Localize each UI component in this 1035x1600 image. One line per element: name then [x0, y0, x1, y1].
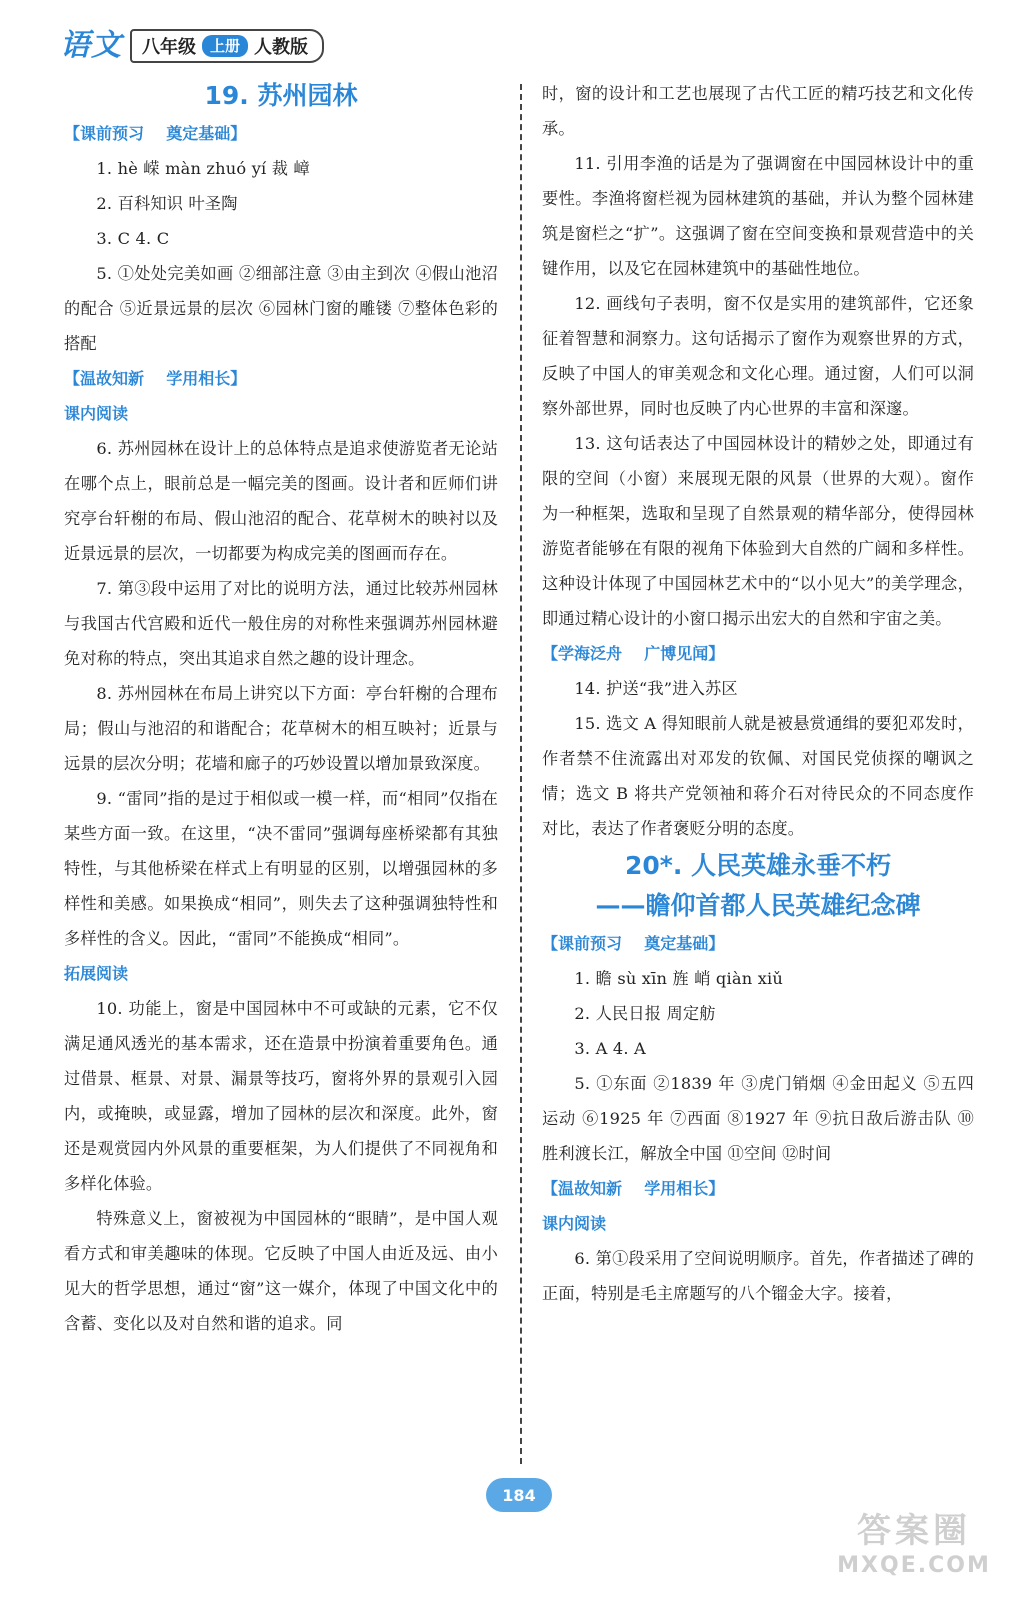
column-divider [520, 84, 522, 1464]
answer-3-4: 3. A 4. A [574, 1039, 646, 1058]
header [60, 26, 324, 66]
grade-label: 八年级 [142, 37, 196, 58]
book-info [130, 29, 324, 63]
answer-13: 13. 这句话表达了中国园林设计的精妙之处，即通过有限的空间（小窗）来展现无限的风景（世界的大观）。窗作为一种框架，选取和呈现了自然景观的精华部分，使得园林游览者能够在有限的视角下体验到大自然的广阔和多样性。这种设计体现了中国园林艺术中的“以小见大”的美学理念，即通过精心设计的小窗口揭示出宏大的自然和宇宙之美。 [542, 434, 974, 628]
answer-2: 2. 人民日报 周定舫 [574, 1004, 716, 1023]
subsection-heading: 课内阅读 [542, 1214, 607, 1233]
answer-1: 1. 瞻 sù xīn 旌 峭 qiàn xiǔ [574, 969, 784, 988]
answer-10: 10. 功能上，窗是中国园林中不可或缺的元素，它不仅满足通风透光的基本需求，还在造景中扮演着重要角色。通过借景、框景、对景、漏景等技巧，窗将外界的景观引入园内，或掩映，或显露，增加了园林的层次和深度。此外，窗还是观赏园内外风景的重要框架，为人们提供了不同视角和多样化体验。 [64, 999, 498, 1193]
edition-label: 人教版 [254, 37, 309, 58]
lesson-title: 20*. 人民英雄永垂不朽 [624, 851, 892, 880]
watermark-url: MXQE.COM [837, 1553, 991, 1578]
subsection-heading: 课内阅读 [64, 404, 129, 423]
answer-8: 8. 苏州园林在布局上讲究以下方面：亭台轩榭的合理布局；假山与池沼的和谐配合；花草树木的相互映衬；近景与远景的层次分明；花墙和廊子的巧妙设置以增加景致深度。 [64, 684, 498, 773]
section-heading: 【温故知新 学用相长】 [64, 369, 247, 388]
answer-6: 6. 苏州园林在设计上的总体特点是追求使游览者无论站在哪个点上，眼前总是一幅完美的图画。设计者和匠师们讲究亭台轩榭的布局、假山池沼的配合、花草树木的映衬以及近景远景的层次，一切都要为构成完美的图画而存在。 [64, 439, 498, 563]
right-column [542, 76, 974, 1311]
answer-15: 15. 选文 A 得知眼前人就是被悬赏通缉的要犯邓发时，作者禁不住流露出对邓发的钦佩、对国民党侦探的嘲讽之情；选文 B 将共产党领袖和蒋介石对待民众的不同态度作对比，表达了作者褒贬分明的态度。 [542, 714, 974, 838]
answer-9: 9. “雷同”指的是过于相似或一模一样，而“相同”仅指在某些方面一致。在这里，“决不雷同”强调每座桥梁都有其独特性，与其他桥梁在样式上有明显的区别，以增强园林的多样性和美感。如果换成“相同”，则失去了这种强调独特性和多样性的含义。因此，“雷同”不能换成“相同”。 [64, 789, 498, 948]
answer-10-continued: 特殊意义上，窗被视为中国园林的“眼睛”，是中国人观看方式和审美趣味的体现。它反映了中国人由近及远、由小见大的哲学思想，通过“窗”这一媒介，体现了中国文化中的含蓄、变化以及对自然和谐的追求。同 [64, 1209, 498, 1333]
answer-2: 2. 百科知识 叶圣陶 [96, 194, 238, 213]
answer-5: 5. ①处处完美如画 ②细部注意 ③由主到次 ④假山池沼的配合 ⑤近景远景的层次 ⑥园林门窗的雕镂 ⑦整体色彩的搭配 [64, 264, 498, 353]
answer-3-4: 3. C 4. C [96, 229, 170, 248]
page-number: 184 [486, 1478, 552, 1512]
watermark [819, 1510, 1009, 1586]
answer-11: 11. 引用李渔的话是为了强调窗在中国园林设计中的重要性。李渔将窗栏视为园林建筑的基础，并认为整个园林建筑是窗栏之“扩”。这强调了窗在空间变换和景观营造中的关键作用，以及它在园林建筑中的基础性地位。 [542, 154, 974, 278]
lesson-subtitle: ——瞻仰首都人民英雄纪念碑 [595, 891, 921, 920]
left-column [64, 76, 498, 1341]
answer-7: 7. 第③段中运用了对比的说明方法，通过比较苏州园林与我国古代宫殿和近代一般住房的对称性来强调苏州园林避免对称的特点，突出其追求自然之趣的设计理念。 [64, 579, 498, 668]
answer-14: 14. 护送“我”进入苏区 [574, 679, 738, 698]
section-heading: 【学海泛舟 广博见闻】 [542, 644, 725, 663]
section-heading: 【课前预习 奠定基础】 [542, 934, 725, 953]
watermark-text: 答案圈 [857, 1511, 971, 1551]
subsection-heading: 拓展阅读 [64, 964, 129, 983]
section-heading: 【课前预习 奠定基础】 [64, 124, 247, 143]
logo: 语文 [60, 28, 122, 63]
answer-10-end: 时，窗的设计和工艺也展现了古代工匠的精巧技艺和文化传承。 [542, 84, 974, 138]
answer-6: 6. 第①段采用了空间说明顺序。首先，作者描述了碑的正面，特别是毛主席题写的八个镏金大字。接着， [542, 1249, 974, 1303]
lesson-title: 19. 苏州园林 [204, 81, 358, 110]
answer-5: 5. ①东面 ②1839 年 ③虎门销烟 ④金田起义 ⑤五四运动 ⑥1925 年 ⑦西面 ⑧1927 年 ⑨抗日敌后游击队 ⑩胜利渡长江，解放全中国 ⑪空间 ⑫时间 [542, 1074, 974, 1163]
answer-1: 1. hè 嵘 màn zhuó yí 裁 嶂 [96, 159, 310, 178]
term-badge: 上册 [202, 35, 248, 57]
section-heading: 【温故知新 学用相长】 [542, 1179, 725, 1198]
answer-12: 12. 画线句子表明，窗不仅是实用的建筑部件，它还象征着智慧和洞察力。这句话揭示了窗作为观察世界的方式，反映了中国人的审美观念和文化心理。通过窗，人们可以洞察外部世界，同时也反映了内心世界的丰富和深邃。 [542, 294, 974, 418]
